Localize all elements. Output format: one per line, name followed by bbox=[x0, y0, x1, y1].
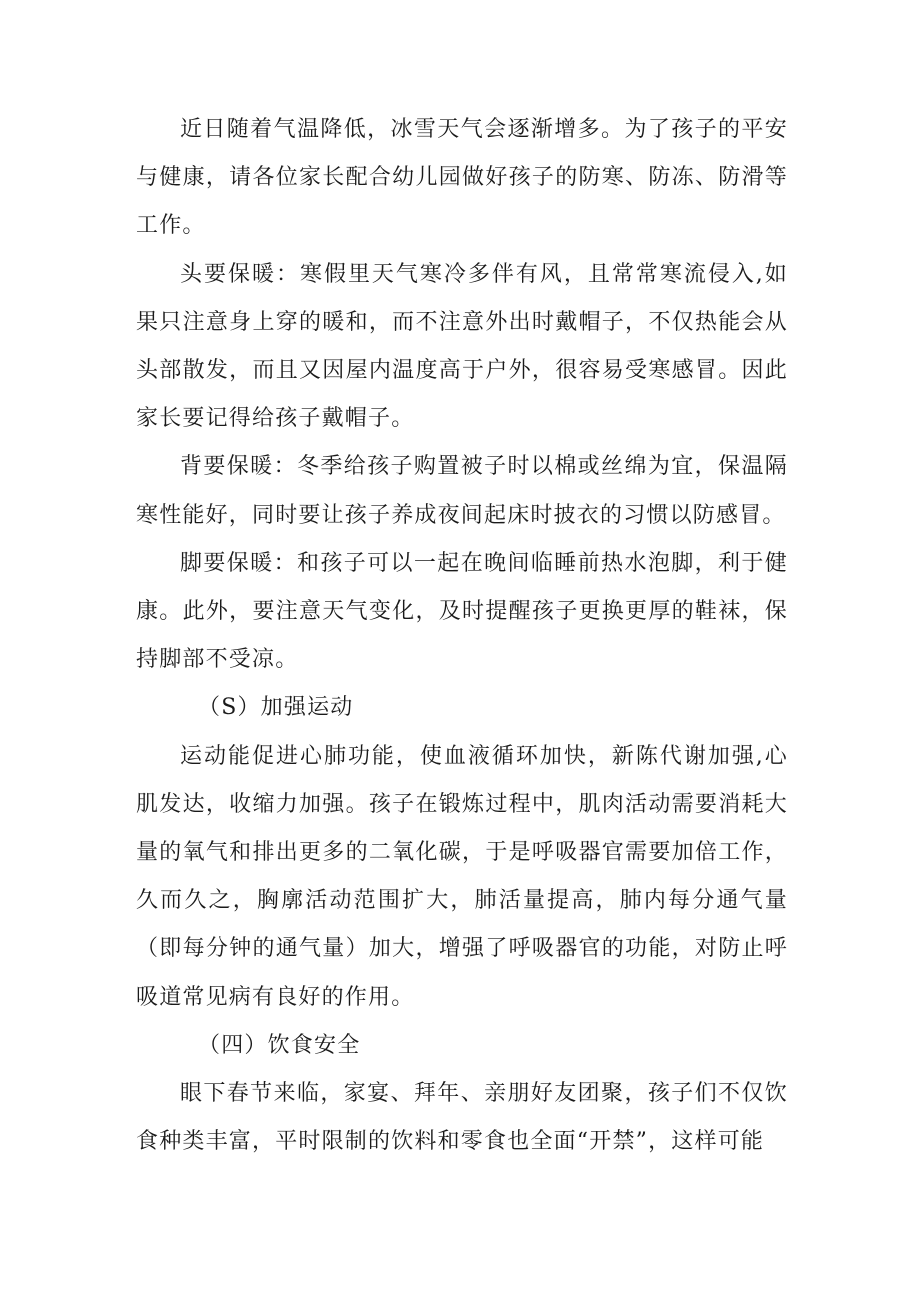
paragraph-foot-warmth: 脚要保暖：和孩子可以一起在晚间临睡前热水泡脚，利于健康。此外，要注意天气变化，及时提醒孩子更换更厚的鞋袜，保持脚部不受凉。 bbox=[136, 550, 788, 673]
section-heading-exercise: （S）加强运动 bbox=[198, 695, 354, 721]
section-heading-diet-safety: （四）饮食安全 bbox=[198, 1032, 361, 1058]
paragraph-exercise: 运动能促进心肺功能，使血液循环加快，新陈代谢加强,心肌发达，收缩力加强。孩子在锻炼过程中，肌肉活动需要消耗大量的氧气和排出更多的二氧化碳，于是呼吸器官需要加倍工作，久而久之，胸廓活动范围扩大，肺活量提高，肺内每分通气量（即每分钟的通气量）加大，增强了呼吸器官的功能，对防止呼吸道常见病有良好的作用。 bbox=[136, 743, 788, 1010]
paragraph-intro: 近日随着气温降低，冰雪天气会逐渐增多。为了孩子的平安与健康，请各位家长配合幼儿园做好孩子的防寒、防冻、防滑等工作。 bbox=[136, 117, 788, 239]
paragraph-diet-safety: 眼下春节来临，家宴、拜年、亲朋好友团聚，孩子们不仅饮食种类丰富，平时限制的饮料和零食也全面“开禁”，这样可能 bbox=[136, 1081, 788, 1155]
paragraph-back-warmth: 背要保暖：冬季给孩子购置被子时以棉或丝绵为宜，保温隔寒性能好，同时要让孩子养成夜间起床时披衣的习惯以防感冒。 bbox=[136, 454, 788, 528]
document-page bbox=[136, 106, 788, 1166]
paragraph-head-warmth: 头要保暖：寒假里天气寒冷多伴有风，且常常寒流侵入,如果只注意身上穿的暖和，而不注意外出时戴帽子，不仅热能会从头部散发，而且又因屋内温度高于户外，很容易受寒感冒。因此家长要记得给孩子戴帽子。 bbox=[136, 261, 788, 432]
